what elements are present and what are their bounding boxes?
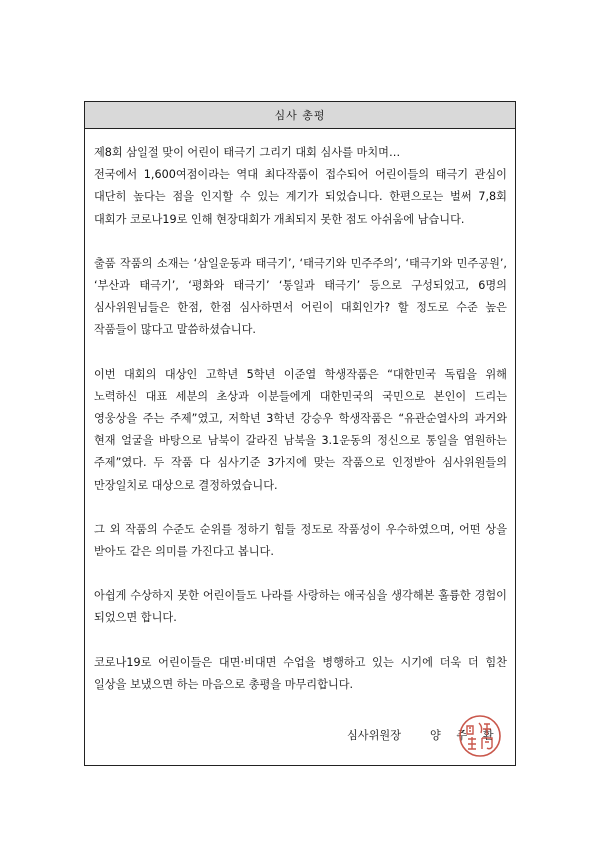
- header-title: 심사 총평: [274, 109, 326, 122]
- paragraph-themes: 출품 작품의 소재는 ‘삼일운동과 태극기’, ‘태극기와 민주주의’, ‘태극기와 민주공원’, ‘부산과 태극기’, ‘평화와 태극기’ ‘통일과 태극기’ 등으로 구성되었고, 6명의 심사위원님들은 한점, 한점 심사하면서 어린이 대회인가? 할 정도로 수준 높은 작품들이 많다고 말씀하셨습니다.: [94, 256, 507, 337]
- paragraph-spacer: [94, 342, 507, 364]
- signature-title: 심사위원장: [347, 729, 402, 742]
- paragraph-submissions: 전국에서 1,600여점이라는 역대 최다작품이 접수되어 어린이들의 태극기 관심이 대단히 높다는 점을 인지할 수 있는 계기가 되었습니다. 한편으로는 벌써 7,8회 대회가 코로나19로 인해 현장대회가 개최되지 못한 점도 아쉬움에 남습니다.: [94, 168, 507, 226]
- paragraph-encouragement: 아쉽게 수상하지 못한 어린이들도 나라를 사랑하는 애국심을 생각해본 훌륭한 경험이 되었으면 합니다.: [94, 589, 507, 625]
- review-table: [84, 101, 516, 766]
- signature-name: 양 주 환: [430, 729, 500, 742]
- signature-block: [85, 721, 515, 751]
- seal-stamp-icon: [457, 713, 503, 759]
- paragraph-spacer: [94, 563, 507, 585]
- paragraph-other-works: 그 외 작품의 수준도 순위를 정하기 힘들 정도로 작품성이 우수하였으며, 어떤 상을 받아도 같은 의미를 가진다고 봅니다.: [94, 522, 507, 559]
- paragraph-closing: 코로나19로 어린이들은 대면·비대면 수업을 병행하고 있는 시기에 더욱 더 힘찬 일상을 보냈으면 하는 마음으로 총평을 마무리합니다.: [94, 655, 507, 691]
- paragraph-spacer: [94, 231, 507, 253]
- paragraph-spacer: [94, 497, 507, 519]
- paragraph-grand-prize: 이번 대회의 대상인 고학년 5학년 이준열 학생작품은 “대한민국 독립을 위해 노력하신 대표 세분의 초상과 이분들에게 대한민국의 국민으로 본인이 드리는 영웅상을 주는 주제”였고, 저학년 3학년 강승우 학생작품은 “유관순열사의 과거와 현재 얼굴을 바탕으로 남북이 갈라진 남북을 3.1운동의 정신으로 통일을 염원하는 주제”였다. 두 작품 다 심사기준 3가지에 맞는 작품으로 인정받아 심사위원들의 만장일치로 대상으로 결정하였습니다.: [94, 367, 507, 492]
- paragraph-opening: 제8회 삼일절 맞이 어린이 태극기 그리기 대회 심사를 마치며…: [94, 146, 401, 159]
- paragraph-spacer: [94, 630, 507, 652]
- table-header: [85, 102, 515, 129]
- review-body: [85, 129, 515, 696]
